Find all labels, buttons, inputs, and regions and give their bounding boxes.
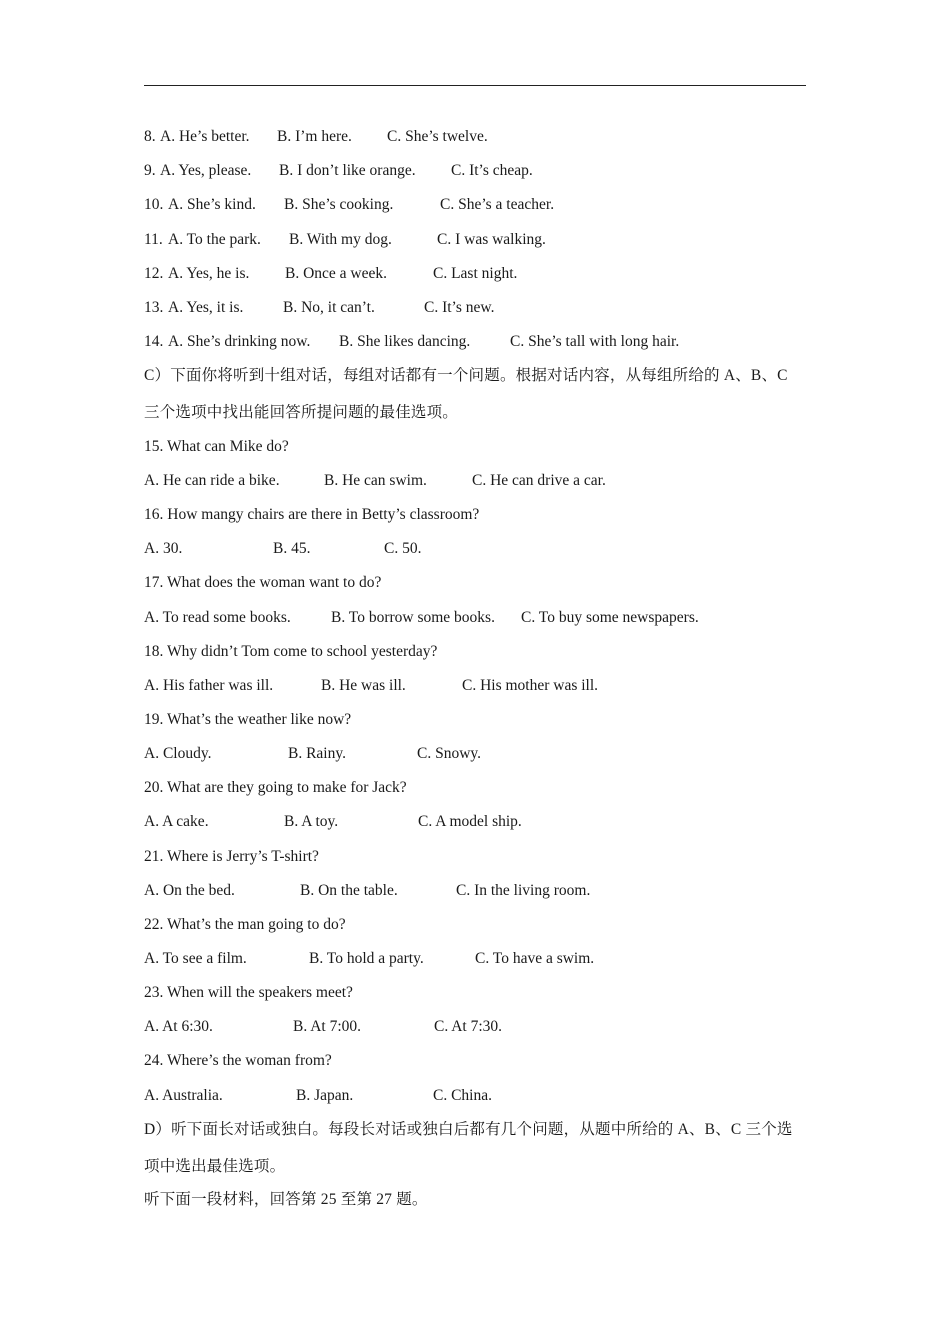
option-c: C. To buy some newspapers. [521,609,699,626]
option-b: B. He can swim. [324,472,427,489]
question-23-text: 23. When will the speakers meet? [144,984,353,1001]
section-d-instruction-line1: D）听下面长对话或独白。每段长对话或独白后都有几个问题，从题中所给的 A、B、C 三个选 [144,1121,793,1138]
question-number: 12. [144,265,164,282]
question-16-text: 16. How mangy chairs are there in Betty’s classroom? [144,506,480,523]
option-a: A. Australia. [144,1087,223,1104]
section-d-instruction-line2: 项中选出最佳选项。 [144,1158,286,1175]
option-b: B. Rainy. [288,745,346,762]
option-a: A. To the park. [168,231,261,248]
option-b: B. No, it can’t. [283,299,375,316]
option-c: C. To have a swim. [475,950,595,967]
option-a: A. On the bed. [144,882,235,899]
option-c: C. At 7:30. [434,1018,503,1035]
option-c: C. She’s twelve. [387,128,488,145]
option-c: C. She’s a teacher. [440,196,555,213]
option-b: B. I don’t like orange. [279,162,416,179]
option-a: A. She’s drinking now. [168,333,311,350]
question-18-text: 18. Why didn’t Tom come to school yesterday? [144,643,438,660]
option-c: C. Snowy. [417,745,482,762]
option-b: B. To hold a party. [309,950,424,967]
option-a: A. To read some books. [144,609,291,626]
question-15-text: 15. What can Mike do? [144,438,289,455]
question-number: 14. [144,333,164,350]
question-19-text: 19. What’s the weather like now? [144,711,352,728]
option-a: A. Cloudy. [144,745,212,762]
option-a: A. His father was ill. [144,677,274,694]
option-a: A. 30. [144,540,183,557]
option-a: A. Yes, he is. [168,265,250,282]
option-c: C. In the living room. [456,882,591,899]
option-b: B. Once a week. [285,265,387,282]
option-a: A. To see a film. [144,950,247,967]
question-24-text: 24. Where’s the woman from? [144,1052,332,1069]
question-number: 11. [144,231,163,248]
question-20-text: 20. What are they going to make for Jack? [144,779,407,796]
option-b: B. I’m here. [277,128,352,145]
option-c: C. He can drive a car. [472,472,606,489]
option-c: C. His mother was ill. [462,677,599,694]
option-a: A. Yes, please. [160,162,252,179]
header-rule [144,85,806,86]
option-a: A. She’s kind. [168,196,256,213]
section-d-material-note: 听下面一段材料，回答第 25 至第 27 题。 [144,1191,428,1208]
option-a: A. A cake. [144,813,209,830]
option-b: B. To borrow some books. [331,609,495,626]
option-b: B. He was ill. [321,677,406,694]
question-21-text: 21. Where is Jerry’s T-shirt? [144,848,319,865]
option-b: B. 45. [273,540,311,557]
question-number: 8. [144,128,156,145]
option-b: B. On the table. [300,882,398,899]
question-number: 13. [144,299,164,316]
option-c: C. She’s tall with long hair. [510,333,680,350]
option-c: C. China. [433,1087,492,1104]
question-number: 10. [144,196,164,213]
option-c: C. A model ship. [418,813,522,830]
option-c: C. 50. [384,540,422,557]
option-b: B. She’s cooking. [284,196,394,213]
option-c: C. It’s new. [424,299,495,316]
option-b: B. Japan. [296,1087,354,1104]
option-a: A. He’s better. [160,128,250,145]
question-number: 9. [144,162,156,179]
question-17-text: 17. What does the woman want to do? [144,574,382,591]
option-c: C. It’s cheap. [451,162,533,179]
question-22-text: 22. What’s the man going to do? [144,916,346,933]
option-c: C. Last night. [433,265,518,282]
section-c-instruction-line1: C）下面你将听到十组对话，每组对话都有一个问题。根据对话内容，从每组所给的 A、B、C [144,367,788,384]
section-c-instruction-line2: 三个选项中找出能回答所提问题的最佳选项。 [144,404,459,421]
option-a: A. Yes, it is. [168,299,244,316]
option-b: B. A toy. [284,813,339,830]
option-a: A. At 6:30. [144,1018,213,1035]
option-b: B. She likes dancing. [339,333,471,350]
option-b: B. At 7:00. [293,1018,362,1035]
option-b: B. With my dog. [289,231,392,248]
option-c: C. I was walking. [437,231,546,248]
option-a: A. He can ride a bike. [144,472,280,489]
